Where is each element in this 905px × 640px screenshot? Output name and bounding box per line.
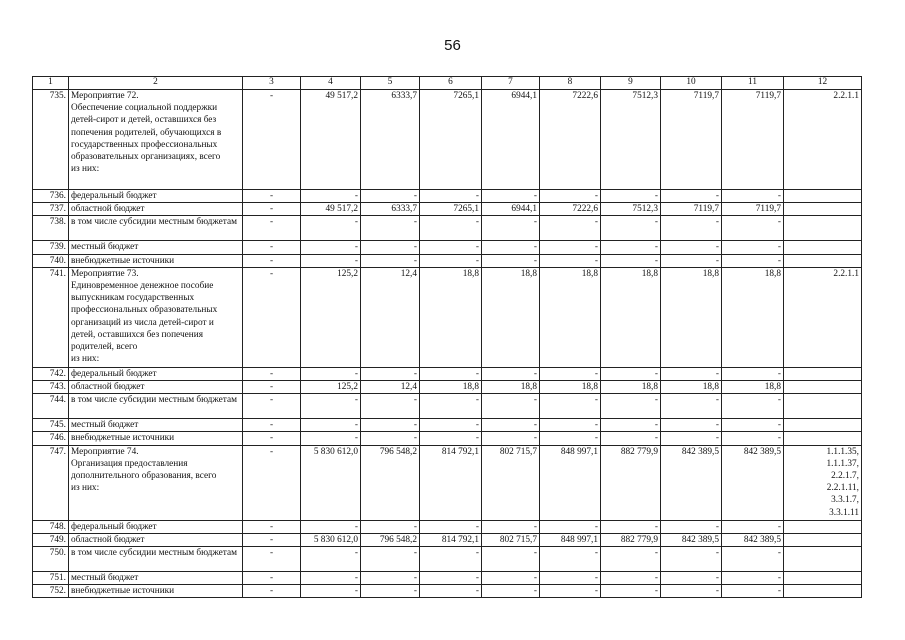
col-9-cell: - <box>601 190 661 203</box>
col-7-cell: - <box>482 572 540 585</box>
row-number-cell: 747. <box>33 445 69 520</box>
row-description-cell: областной бюджет <box>69 203 243 216</box>
col-8-cell: - <box>540 190 601 203</box>
row-number-cell: 750. <box>33 547 69 572</box>
col-11-cell: - <box>722 216 784 241</box>
table-row <box>33 216 862 241</box>
col-5-cell: - <box>361 572 420 585</box>
col-10-cell: 18,8 <box>661 267 722 367</box>
program-ref-cell: 2.2.1.1 <box>784 90 862 190</box>
col-3-cell: - <box>243 547 301 572</box>
col-10-cell: - <box>661 520 722 533</box>
row-number-cell: 743. <box>33 381 69 394</box>
col-6-cell: - <box>420 520 482 533</box>
col-6-cell: 814 792,1 <box>420 533 482 546</box>
col-7-cell: 802 715,7 <box>482 533 540 546</box>
table-row <box>33 367 862 380</box>
col-8-cell: 7222,6 <box>540 90 601 190</box>
col-6-cell: - <box>420 367 482 380</box>
column-header-3: 3 <box>243 77 301 90</box>
col-7-cell: 6944,1 <box>482 90 540 190</box>
table-row <box>33 190 862 203</box>
col-10-cell: - <box>661 254 722 267</box>
col-5-cell: 796 548,2 <box>361 445 420 520</box>
col-5-cell: - <box>361 216 420 241</box>
row-description-cell: внебюджетные источники <box>69 432 243 445</box>
program-ref-cell <box>784 203 862 216</box>
table-row <box>33 520 862 533</box>
column-header-12: 12 <box>784 77 862 90</box>
col-10-cell: - <box>661 547 722 572</box>
col-3-cell: - <box>243 445 301 520</box>
col-8-cell: - <box>540 367 601 380</box>
program-ref-cell: 1.1.1.35, 1.1.1.37, 2.2.1.7, 2.2.1.11, 3.3.1.7, 3.3.1.11 <box>784 445 862 520</box>
row-number-cell: 735. <box>33 90 69 190</box>
program-ref-cell <box>784 367 862 380</box>
col-9-cell: 18,8 <box>601 381 661 394</box>
col-11-cell: - <box>722 241 784 254</box>
table-row <box>33 203 862 216</box>
row-description-cell: в том числе субсидии местным бюджетам <box>69 394 243 419</box>
col-7-cell: - <box>482 419 540 432</box>
col-7-cell: - <box>482 241 540 254</box>
col-9-cell: - <box>601 241 661 254</box>
col-8-cell: - <box>540 547 601 572</box>
col-4-cell: 49 517,2 <box>301 203 361 216</box>
col-10-cell: - <box>661 585 722 598</box>
col-5-cell: - <box>361 432 420 445</box>
row-number-cell: 746. <box>33 432 69 445</box>
col-11-cell: 842 389,5 <box>722 445 784 520</box>
col-11-cell: 18,8 <box>722 267 784 367</box>
col-6-cell: - <box>420 254 482 267</box>
column-header-1: 1 <box>33 77 69 90</box>
row-description-cell: в том числе субсидии местным бюджетам <box>69 216 243 241</box>
col-8-cell: - <box>540 216 601 241</box>
col-4-cell: - <box>301 520 361 533</box>
col-10-cell: - <box>661 572 722 585</box>
col-4-cell: - <box>301 367 361 380</box>
row-number-cell: 741. <box>33 267 69 367</box>
col-11-cell: - <box>722 367 784 380</box>
table-row <box>33 533 862 546</box>
program-ref-cell <box>784 254 862 267</box>
col-5-cell: - <box>361 254 420 267</box>
row-description-cell: Мероприятие 74. Организация предоставления дополнительного образования, всего из них: <box>69 445 243 520</box>
col-10-cell: - <box>661 216 722 241</box>
program-ref-cell: 2.2.1.1 <box>784 267 862 367</box>
col-6-cell: 18,8 <box>420 267 482 367</box>
column-header-5: 5 <box>361 77 420 90</box>
col-6-cell: - <box>420 547 482 572</box>
col-5-cell: - <box>361 520 420 533</box>
col-7-cell: - <box>482 190 540 203</box>
col-11-cell: 7119,7 <box>722 203 784 216</box>
col-9-cell: 882 779,9 <box>601 445 661 520</box>
col-9-cell: 7512,3 <box>601 90 661 190</box>
col-8-cell: - <box>540 419 601 432</box>
col-8-cell: 18,8 <box>540 381 601 394</box>
row-number-cell: 744. <box>33 394 69 419</box>
row-number-cell: 739. <box>33 241 69 254</box>
col-6-cell: - <box>420 216 482 241</box>
program-ref-cell <box>784 432 862 445</box>
table-row <box>33 445 862 520</box>
col-8-cell: 7222,6 <box>540 203 601 216</box>
table-row <box>33 241 862 254</box>
table-header-row <box>33 77 862 90</box>
col-11-cell: 842 389,5 <box>722 533 784 546</box>
col-9-cell: - <box>601 432 661 445</box>
program-ref-cell <box>784 419 862 432</box>
table-row <box>33 254 862 267</box>
row-description-cell: внебюджетные источники <box>69 585 243 598</box>
col-11-cell: - <box>722 585 784 598</box>
col-10-cell: - <box>661 394 722 419</box>
col-8-cell: - <box>540 394 601 419</box>
col-6-cell: - <box>420 572 482 585</box>
col-11-cell: - <box>722 419 784 432</box>
col-6-cell: - <box>420 432 482 445</box>
row-number-cell: 748. <box>33 520 69 533</box>
col-3-cell: - <box>243 381 301 394</box>
col-8-cell: - <box>540 241 601 254</box>
col-8-cell: - <box>540 585 601 598</box>
col-5-cell: 796 548,2 <box>361 533 420 546</box>
column-header-10: 10 <box>661 77 722 90</box>
table-row <box>33 419 862 432</box>
table-row <box>33 381 862 394</box>
col-5-cell: 6333,7 <box>361 203 420 216</box>
program-ref-cell <box>784 585 862 598</box>
program-ref-cell <box>784 190 862 203</box>
table-row <box>33 547 862 572</box>
table-row <box>33 432 862 445</box>
col-8-cell: - <box>540 254 601 267</box>
col-4-cell: 5 830 612,0 <box>301 533 361 546</box>
col-3-cell: - <box>243 419 301 432</box>
col-5-cell: 12,4 <box>361 381 420 394</box>
col-7-cell: - <box>482 367 540 380</box>
row-description-cell: федеральный бюджет <box>69 367 243 380</box>
col-5-cell: - <box>361 419 420 432</box>
col-6-cell: 814 792,1 <box>420 445 482 520</box>
col-4-cell: - <box>301 241 361 254</box>
row-description-cell: Мероприятие 73. Единовременное денежное пособие выпускникам государственных профессиональных образовательных организаций из числа детей-сирот и детей, оставшихся без попечения родителей, всего из них: <box>69 267 243 367</box>
col-11-cell: 18,8 <box>722 381 784 394</box>
col-10-cell: 7119,7 <box>661 203 722 216</box>
col-3-cell: - <box>243 241 301 254</box>
col-4-cell: - <box>301 419 361 432</box>
col-6-cell: 7265,1 <box>420 203 482 216</box>
row-number-cell: 745. <box>33 419 69 432</box>
col-8-cell: - <box>540 572 601 585</box>
col-5-cell: - <box>361 394 420 419</box>
col-9-cell: - <box>601 520 661 533</box>
col-7-cell: 802 715,7 <box>482 445 540 520</box>
col-5-cell: - <box>361 241 420 254</box>
col-9-cell: - <box>601 216 661 241</box>
col-4-cell: - <box>301 432 361 445</box>
col-8-cell: 848 997,1 <box>540 445 601 520</box>
program-ref-cell <box>784 572 862 585</box>
col-9-cell: - <box>601 394 661 419</box>
column-header-8: 8 <box>540 77 601 90</box>
table-row <box>33 90 862 190</box>
col-11-cell: - <box>722 572 784 585</box>
column-header-4: 4 <box>301 77 361 90</box>
col-3-cell: - <box>243 585 301 598</box>
row-description-cell: в том числе субсидии местным бюджетам <box>69 547 243 572</box>
row-number-cell: 752. <box>33 585 69 598</box>
col-10-cell: - <box>661 241 722 254</box>
col-4-cell: - <box>301 394 361 419</box>
row-number-cell: 749. <box>33 533 69 546</box>
col-4-cell: - <box>301 572 361 585</box>
col-4-cell: - <box>301 547 361 572</box>
row-number-cell: 751. <box>33 572 69 585</box>
col-10-cell: 842 389,5 <box>661 533 722 546</box>
program-ref-cell <box>784 381 862 394</box>
col-5-cell: - <box>361 367 420 380</box>
program-ref-cell <box>784 547 862 572</box>
col-3-cell: - <box>243 432 301 445</box>
col-6-cell: - <box>420 241 482 254</box>
row-number-cell: 738. <box>33 216 69 241</box>
program-ref-cell <box>784 533 862 546</box>
col-9-cell: - <box>601 367 661 380</box>
col-10-cell: - <box>661 190 722 203</box>
col-7-cell: - <box>482 547 540 572</box>
col-11-cell: - <box>722 190 784 203</box>
column-header-2: 2 <box>69 77 243 90</box>
table-row <box>33 572 862 585</box>
col-8-cell: 848 997,1 <box>540 533 601 546</box>
column-header-6: 6 <box>420 77 482 90</box>
col-6-cell: - <box>420 585 482 598</box>
col-6-cell: - <box>420 190 482 203</box>
program-ref-cell <box>784 241 862 254</box>
row-number-cell: 742. <box>33 367 69 380</box>
col-7-cell: - <box>482 394 540 419</box>
col-8-cell: - <box>540 432 601 445</box>
col-7-cell: 18,8 <box>482 381 540 394</box>
col-7-cell: - <box>482 585 540 598</box>
col-5-cell: - <box>361 190 420 203</box>
col-10-cell: 7119,7 <box>661 90 722 190</box>
row-number-cell: 736. <box>33 190 69 203</box>
col-9-cell: 882 779,9 <box>601 533 661 546</box>
row-description-cell: местный бюджет <box>69 241 243 254</box>
col-3-cell: - <box>243 254 301 267</box>
col-9-cell: - <box>601 572 661 585</box>
col-3-cell: - <box>243 394 301 419</box>
page-number: 56 <box>444 37 461 54</box>
col-6-cell: 18,8 <box>420 381 482 394</box>
row-description-cell: областной бюджет <box>69 381 243 394</box>
col-8-cell: 18,8 <box>540 267 601 367</box>
col-7-cell: - <box>482 254 540 267</box>
row-number-cell: 737. <box>33 203 69 216</box>
col-4-cell: - <box>301 585 361 598</box>
column-header-7: 7 <box>482 77 540 90</box>
col-3-cell: - <box>243 90 301 190</box>
col-11-cell: - <box>722 432 784 445</box>
col-5-cell: 12,4 <box>361 267 420 367</box>
column-header-11: 11 <box>722 77 784 90</box>
row-description-cell: федеральный бюджет <box>69 190 243 203</box>
col-4-cell: 125,2 <box>301 267 361 367</box>
col-7-cell: 6944,1 <box>482 203 540 216</box>
col-7-cell: - <box>482 216 540 241</box>
col-10-cell: - <box>661 432 722 445</box>
program-ref-cell <box>784 520 862 533</box>
col-5-cell: - <box>361 585 420 598</box>
col-6-cell: - <box>420 394 482 419</box>
row-description-cell: местный бюджет <box>69 419 243 432</box>
col-7-cell: - <box>482 432 540 445</box>
table-row <box>33 585 862 598</box>
col-9-cell: - <box>601 254 661 267</box>
col-8-cell: - <box>540 520 601 533</box>
col-3-cell: - <box>243 267 301 367</box>
col-5-cell: 6333,7 <box>361 90 420 190</box>
row-description-cell: Мероприятие 72. Обеспечение социальной поддержки детей-сирот и детей, оставшихся без попечения родителей, обучающихся в государственных профессиональных образовательных организациях, всего из них: <box>69 90 243 190</box>
col-9-cell: 7512,3 <box>601 203 661 216</box>
col-3-cell: - <box>243 520 301 533</box>
row-description-cell: областной бюджет <box>69 533 243 546</box>
col-11-cell: - <box>722 254 784 267</box>
col-4-cell: - <box>301 254 361 267</box>
col-11-cell: 7119,7 <box>722 90 784 190</box>
col-10-cell: 18,8 <box>661 381 722 394</box>
row-description-cell: местный бюджет <box>69 572 243 585</box>
col-3-cell: - <box>243 367 301 380</box>
col-4-cell: 5 830 612,0 <box>301 445 361 520</box>
col-11-cell: - <box>722 394 784 419</box>
row-description-cell: внебюджетные источники <box>69 254 243 267</box>
col-3-cell: - <box>243 572 301 585</box>
row-description-cell: федеральный бюджет <box>69 520 243 533</box>
col-4-cell: 125,2 <box>301 381 361 394</box>
program-ref-cell <box>784 216 862 241</box>
budget-table <box>32 76 862 598</box>
col-3-cell: - <box>243 203 301 216</box>
col-9-cell: - <box>601 547 661 572</box>
col-10-cell: - <box>661 367 722 380</box>
col-11-cell: - <box>722 520 784 533</box>
col-6-cell: 7265,1 <box>420 90 482 190</box>
col-4-cell: 49 517,2 <box>301 90 361 190</box>
col-7-cell: 18,8 <box>482 267 540 367</box>
table-row <box>33 394 862 419</box>
col-7-cell: - <box>482 520 540 533</box>
col-4-cell: - <box>301 190 361 203</box>
program-ref-cell <box>784 394 862 419</box>
col-4-cell: - <box>301 216 361 241</box>
col-11-cell: - <box>722 547 784 572</box>
col-3-cell: - <box>243 216 301 241</box>
row-number-cell: 740. <box>33 254 69 267</box>
col-3-cell: - <box>243 190 301 203</box>
col-6-cell: - <box>420 419 482 432</box>
col-9-cell: - <box>601 585 661 598</box>
table-row <box>33 267 862 367</box>
col-10-cell: - <box>661 419 722 432</box>
col-5-cell: - <box>361 547 420 572</box>
col-9-cell: 18,8 <box>601 267 661 367</box>
col-10-cell: 842 389,5 <box>661 445 722 520</box>
table-body <box>33 90 862 598</box>
column-header-9: 9 <box>601 77 661 90</box>
col-3-cell: - <box>243 533 301 546</box>
col-9-cell: - <box>601 419 661 432</box>
